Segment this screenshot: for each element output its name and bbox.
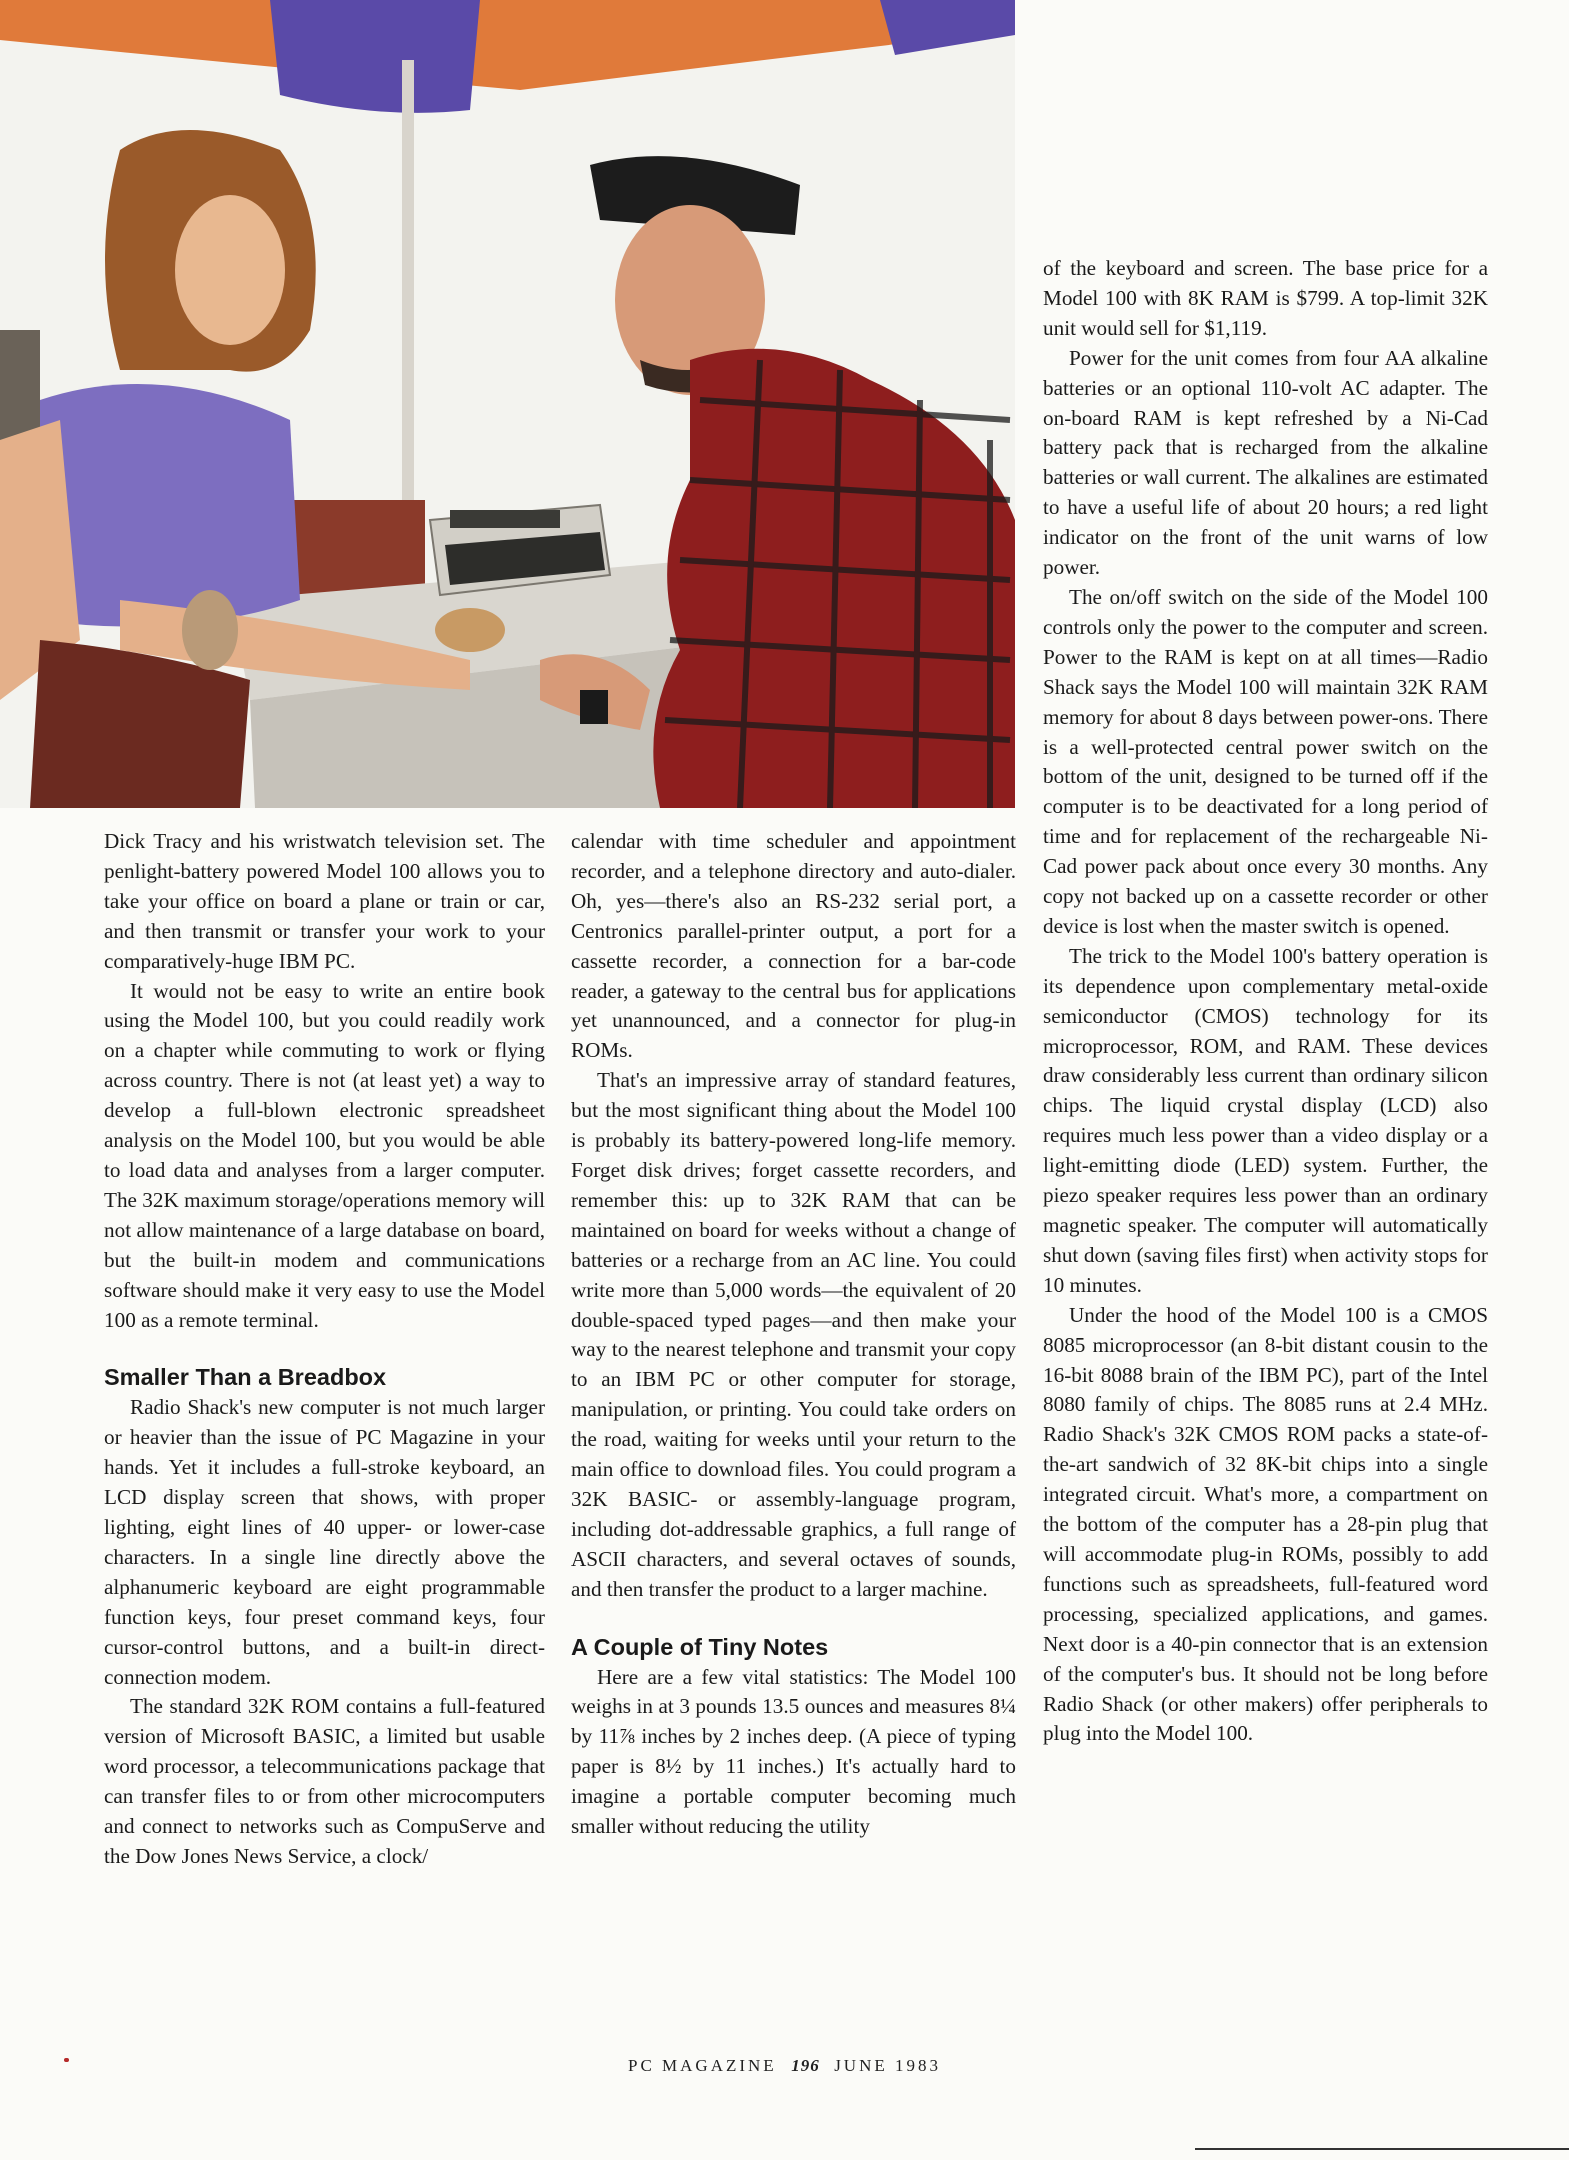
section-heading: Smaller Than a Breadbox <box>104 1364 387 1391</box>
article-column-1 <box>104 827 545 1872</box>
paragraph: The standard 32K ROM contains a full-featured version of Microsoft BASIC, a limited but usable word processor, a telecommunications package that can transfer files to or from other microcomputers and connect to networks such as CompuServe and the Dow Jones News Service, a clock/ <box>104 1694 545 1868</box>
paragraph: Power for the unit comes from four AA alkaline batteries or an optional 110-volt AC adapter. The on-board RAM is kept refreshed by a Ni-Cad battery pack that is recharged from the alkaline batteries or wall current. The alkalines are estimated to have a useful life of about 20 hours; a red light indicator on the front of the unit warns of low power. <box>1043 345 1488 580</box>
section-heading: A Couple of Tiny Notes <box>571 1633 829 1660</box>
article-column-3 <box>1043 254 1488 1749</box>
paragraph: The on/off switch on the side of the Model 100 controls only the power to the computer and screen. Power to the RAM is kept on at all times—Radio Shack says the Model 100 will maintain 32K RAM memory for about 8 days between power-ons. There is a well-protected central power switch on the bottom of the unit, designed to be turned off if the computer is to be deactivated for a long period of time and for replacement of the rechargeable Ni-Cad power pack about once every 30 months. Any copy not backed up on a cassette recorder or other device is lost when the master switch is opened. <box>1043 584 1488 938</box>
paragraph: Radio Shack's new computer is not much larger or heavier than the issue of PC Magazine in your hands. Yet it includes a full-stroke keyboard, an LCD display screen that shows, with proper lighting, eight lines of 40 upper- or lower-case characters. In a single line directly above the alphanumeric keyboard are eight programmable function keys, four preset command keys, four cursor-control buttons, and a built-in direct-connection modem. <box>104 1395 545 1689</box>
scan-edge-rule <box>1195 2148 1569 2150</box>
print-mark <box>64 2058 69 2062</box>
photo-illustration <box>0 0 1015 808</box>
paragraph: That's an impressive array of standard features, but the most significant thing about the Model 100 is probably its battery-powered long-life memory. Forget disk drives; forget cassette recorders, and remember this: up to 32K RAM that can be maintained on board for weeks without a change of batteries or a recharge from an AC line. You could write more than 5,000 words—the equivalent of 20 double-spaced typed pages—and then make your way to the nearest telephone and transmit your copy to an IBM PC or other computer for storage, manipulation, or printing. You could take orders on the road, waiting for weeks until your return to the main office to download files. You could program a 32K BASIC- or assembly-language program, including dot-addressable graphics, a full range of ASCII characters, and several octaves of sounds, and then transfer the product to a larger machine. <box>571 1068 1016 1601</box>
footer-page-number: 196 <box>791 2056 820 2075</box>
paragraph: calendar with time scheduler and appointment recorder, and a telephone directory and auto-dialer. Oh, yes—there's also an RS-232 serial port, a Centronics parallel-printer output, a port for a cassette recorder, a connection for a bar-code reader, a gateway to the central bus for applications yet unannounced, and a connector for plug-in ROMs. <box>571 829 1016 1063</box>
footer-magazine: PC MAGAZINE <box>627 2056 777 2075</box>
article-photo <box>0 0 1015 808</box>
paragraph: Dick Tracy and his wristwatch television set. The penlight-battery powered Model 100 allows you to take your office on board a plane or train or car, and then transmit or transfer your work to your comparatively-huge IBM PC. <box>104 829 545 973</box>
paragraph: Here are a few vital statistics: The Model 100 weighs in at 3 pounds 13.5 ounces and measures 8¼ by 11⅞ inches by 2 inches deep. (A piece of typing paper is 8½ by 11 inches.) It's actually hard to imagine a portable computer becoming much smaller without reducing the utility <box>571 1664 1016 1839</box>
page-footer <box>0 2056 1569 2076</box>
paragraph: The trick to the Model 100's battery operation is its dependence upon complementary metal-oxide semiconductor (CMOS) technology for its microprocessor, ROM, and RAM. These devices draw considerably less current than ordinary silicon chips. The liquid crystal display (LCD) also requires much less power than a video display or a light-emitting diode (LED) system. Further, the piezo speaker requires less power than an ordinary magnetic speaker. The computer will automatically shut down (saving files first) when activity stops for 10 minutes. <box>1043 943 1488 1297</box>
article-column-2 <box>571 827 1016 1842</box>
footer-date: JUNE 1983 <box>834 2056 941 2075</box>
paragraph: of the keyboard and screen. The base price for a Model 100 with 8K RAM is $799. A top-limit 32K unit would sell for $1,119. <box>1043 256 1488 340</box>
paragraph: It would not be easy to write an entire book using the Model 100, but you could readily work on a chapter while commuting to work or flying across country. There is not (at least yet) a way to develop a full-blown electronic spreadsheet analysis on the Model 100, but you would be able to load data and analyses from a larger computer. The 32K maximum storage/operations memory will not allow maintenance of a large database on board, but the built-in modem and communications software should make it very easy to use the Model 100 as a remote terminal. <box>104 978 545 1332</box>
paragraph: Under the hood of the Model 100 is a CMOS 8085 microprocessor (an 8-bit distant cousin to the 16-bit 8088 brain of the IBM PC), part of the Intel 8080 family of chips. The 8085 runs at 2.4 MHz. Radio Shack's 32K CMOS ROM packs a state-of-the-art sandwich of 32 8K-bit chips into a single integrated circuit. What's more, a compartment on the bottom of the computer has a 28-pin plug that will accommodate plug-in ROMs, possibly to add functions such as spreadsheets, full-featured word processing, specialized applications, and games. Next door is a 40-pin connector that is an extension of the computer's bus. It should not be long before Radio Shack (or other makers) offer peripherals to plug into the Model 100. <box>1043 1302 1488 1746</box>
